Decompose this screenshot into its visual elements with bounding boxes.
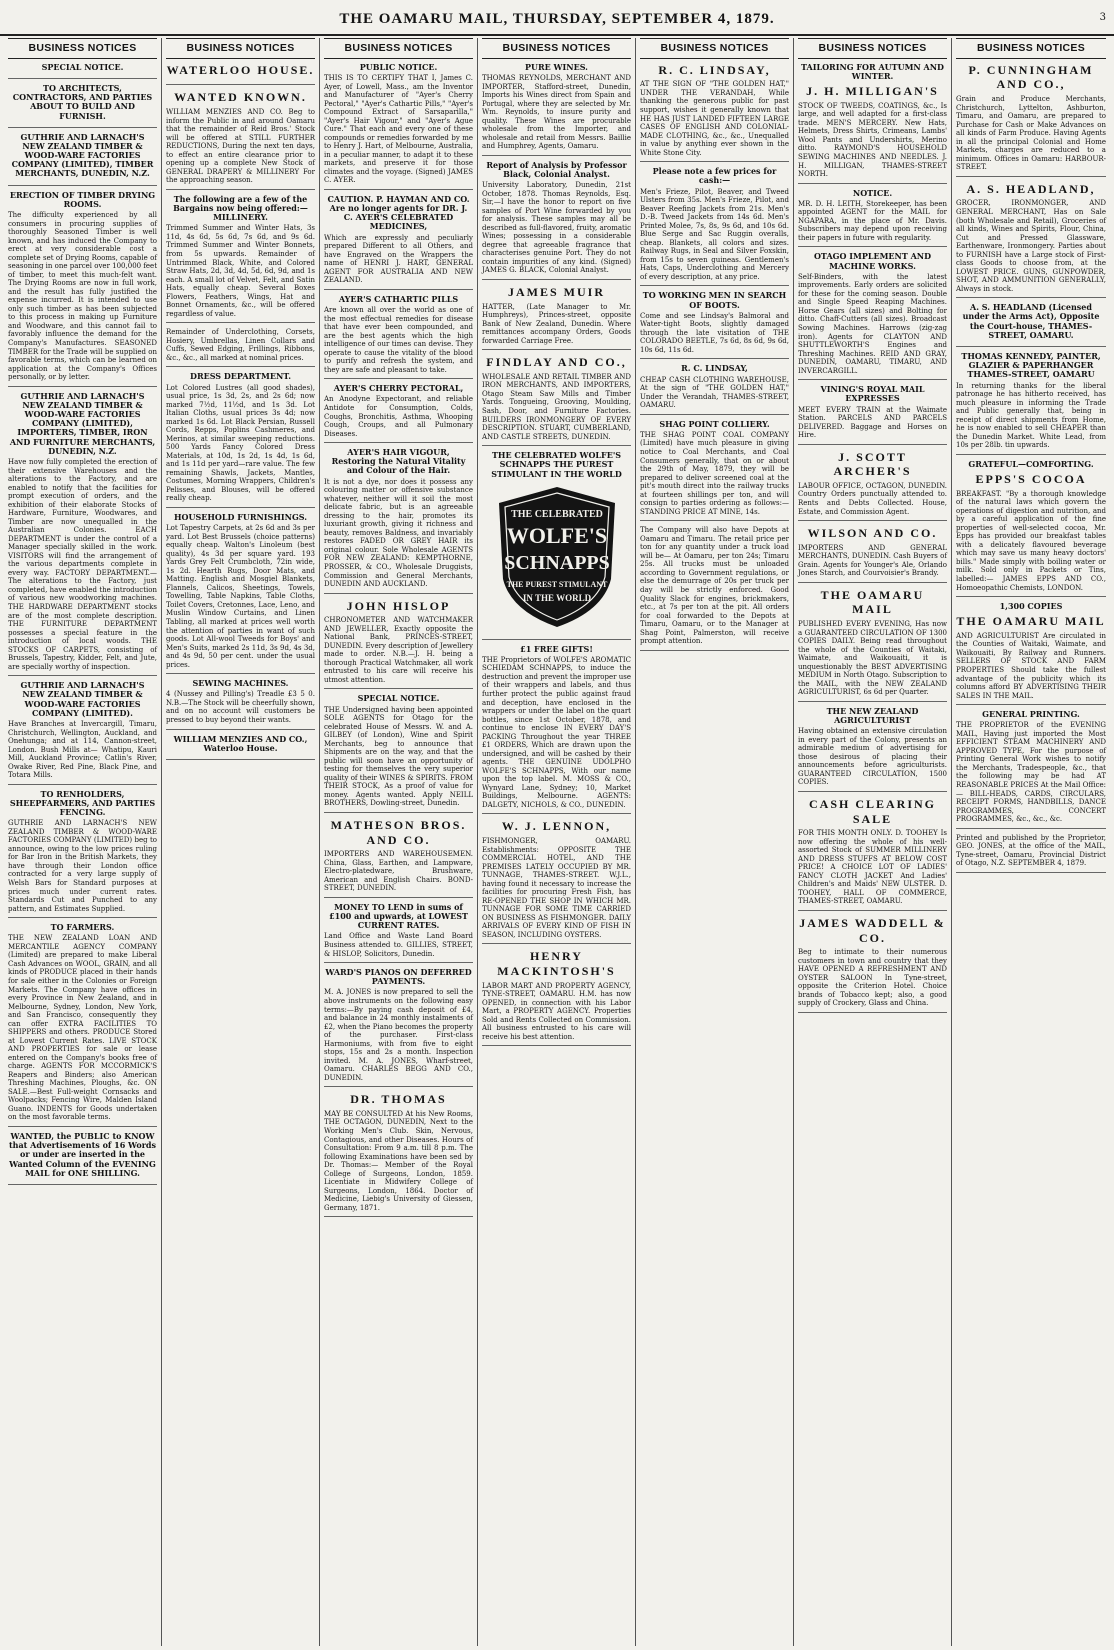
advertisement: [8, 191, 157, 387]
advertisement: [640, 526, 789, 650]
advertisement: [166, 679, 315, 729]
advertisement: [956, 710, 1106, 829]
advertisement: [798, 526, 947, 583]
advertisement: [324, 694, 473, 813]
badge-line-4: THE PUREST STIMULANT: [506, 579, 607, 589]
advertisement: [166, 195, 315, 323]
ad-body: Self-Binders, with the latest improvements. Early orders are solicited for these for the coming season. Double and Single Speed Reaping Machines. Horse Gears (all sizes) and Bolting for ditto. Chaff-Cutters (all sizes). Broadcast Sowing Machines. Harrows (zig-zag iron). Agents for CLAYTON AND SHUTTLEWORTH'S Engines and Threshing Machines. REID AND GRAY, DUNEDIN, OAMARU, TIMARU, AND INVERCARGILL.: [798, 272, 947, 375]
column-container: [4, 38, 1110, 1646]
ad-headline: HENRY MACKINTOSH'S: [497, 949, 616, 979]
ad-title: 1,300 COPIES: [999, 601, 1063, 612]
ad-title: THOMAS KENNEDY, PAINTER, GLAZIER & PAPERHANGER THAMES-STREET, OAMARU: [961, 351, 1101, 380]
ad-headline: J. H. MILLIGAN'S: [806, 84, 939, 99]
ad-title: £1 FREE GIFTS!: [520, 643, 593, 654]
ad-title: GRATEFUL—COMFORTING.: [968, 458, 1094, 469]
page-number: 3: [1099, 12, 1106, 23]
ad-body: MAY BE CONSULTED At his New Rooms, THE OCTAGON, DUNEDIN, Next to the Working Men's Club. Skin, Nervous, Contagious, and other Diseases. Hours of Consultation: From 9 a.m. till 8 p.m. The following Examinations have been sed by Dr. Thomas:— Member of the Royal College of Surgeons, London, 1859. Licentiate in Midwifery College of Surgeons, London, 1864. Doctor of Medicine, Liebig's University of Giessen, Germany, 1871.: [324, 1109, 473, 1212]
ad-body: IMPORTERS AND WAREHOUSEMEN. China, Glass, Earthen, and Lampware, Electro-platedware, Brushware, American and English Chairs. BOND-STREET, DUNEDIN.: [324, 850, 473, 893]
ad-headline: FINDLAY AND CO.,: [486, 355, 627, 370]
ad-title: GENERAL PRINTING.: [982, 709, 1080, 720]
ad-body: In returning thanks for the liberal patronage he has hitherto received, has much pleasure in informing the Trade and Public generally that, being in receipt of direct shipments from Home, he is now enabled to sell CHEAPER than the Dunedin Market. White Lead, from 10s per 28lb. tin upwards.: [956, 381, 1106, 450]
ad-title: PURE WINES.: [525, 61, 588, 72]
advertisement: [324, 968, 473, 1087]
ad-headline: W. J. LENNON,: [501, 819, 612, 834]
ad-title: TO WORKING MEN IN SEARCH OF BOOTS.: [642, 290, 787, 310]
ad-body: Grain and Produce Merchants, Christchurch, Lyttelton, Ashburton, Timaru, and Oamaru, are prepared to Purchase for Cash or Make Advances on all kinds of Farm Produce. Having Agents in all the principal Colonial and Home Markets, charges are reduced to a minimum. Offices in Oamaru: HARBOUR-STREET.: [956, 95, 1106, 172]
advertisement: [798, 797, 947, 911]
ad-body: THE PROPRIETOR of the EVENING MAIL, Having just imported the Most EFFICIENT STEAM MACHINERY AND APPROVED TYPE, For the purpose of Printing General Work wishes to notify the Merchants, Tradespeople, &c., that the following may be had AT REASONABLE PRICES At the Mail Office:— BILL-HEADS, CARDS, CIRCULARS, RECEIPT FORMS, HANDBILLS, DANCE PROGRAMMES, CONCERT PROGRAMMES, &c., &c., &c.: [956, 721, 1106, 824]
ad-title: GUTHRIE AND LARNACH'S NEW ZEALAND TIMBER & WOOD-WARE FACTORIES COMPANY (LIMITED), TIMBER MERCHANTS, DUNEDIN, N.Z.: [11, 131, 154, 179]
page-title: THE OAMARU MAIL, THURSDAY, SEPTEMBER 4, 1879.: [339, 11, 775, 27]
advertisement: [8, 133, 157, 186]
advertisement: [956, 303, 1106, 347]
ad-title: Please note a few prices for cash:—: [652, 166, 777, 186]
advertisement: [956, 352, 1106, 455]
advertisement: [640, 63, 789, 162]
ad-body: BREAKFAST. "By a thorough knowledge of the natural laws which govern the operations of digestion and nutrition, and by a careful application of the fine properties of well-selected cocoa, Mr. Epps has provided our breakfast tables with a delicately flavoured beverage which may save us many heavy doctors' bills." Made simply with boiling water or milk. Sold only in Packets or Tins, labelled:— JAMES EPPS AND CO., Homoeopathic Chemists, LONDON.: [956, 489, 1106, 592]
advertisement: [166, 328, 315, 367]
column-2: [162, 38, 320, 1646]
ad-title: SPECIAL NOTICE.: [41, 61, 124, 72]
advertisement: [8, 392, 157, 677]
ad-body: THE Proprietors of WOLFE'S AROMATIC SCHIEDAM SCHNAPPS, to induce the destruction and prevent the improper use of their wrappers and labels, and thus further protect the public against fraud and deception, have enclosed in the wrappers or under the label on the quart bottles, since 1st October, 1878, and continue to enclose IN EVERY DAY'S PACKING Throughout the year THREE £1 ORDERS, Which are drawn upon the undersigned, and will be cashed by their agents. THE GENUINE UDOLPHO WOLFE'S SCHNAPPS, With our name upon the top label. M. MOSS & CO., Wynyard Lane, Sydney; 10, Market Buildings, Melbourne. AGENTS: DALGETY, NICHOLS, & CO., DUNEDIN.: [482, 655, 631, 809]
advertisement: [8, 1132, 157, 1185]
ad-body: Land Office and Waste Land Board Business attended to. GILLIES, STREET, & HISLOP, Solicitors, Dunedin.: [324, 932, 473, 958]
ad-title: R. C. LINDSAY,: [681, 363, 748, 374]
ad-title: TO FARMERS.: [50, 922, 115, 933]
badge-line-5: IN THE WORLD: [522, 592, 591, 603]
badge-line-3: SCHNAPPS: [503, 551, 610, 574]
ad-body: The difficulty experienced by all consumers in procuring supplies of thoroughly Seasoned Timber is well known, and has induced the Company to erect at very considerable cost a complete set of Drying Rooms, capable of seasoning in one parcel over 100,000 feet of timber, to meet this much-felt want. The Drying Rooms are now in full work, and the result has fully justified the expense incurred. It is intended to use only such timber as has been subjected to this process in making up Furniture and Woodware, and this cannot fail to favorably influence the demand for the Company's Manufactures. SEASONED TIMBER for the Trade will be supplied on favorable terms, which can be learned on application at the Company's Offices personally, or by letter.: [8, 211, 158, 382]
ad-title: WILLIAM MENZIES AND CO., Waterloo House.: [173, 733, 308, 753]
advertisement: [956, 182, 1106, 298]
advertisement: [166, 513, 315, 674]
ad-title: TO RENHOLDERS, SHEEPFARMERS, AND PARTIES FENCING.: [9, 788, 156, 818]
column-6: [794, 38, 952, 1646]
badge-line-2: WOLFE'S: [506, 522, 607, 548]
ad-body: Have Branches at Invercargill, Timaru, Christchurch, Wellington, Auckland, and Onehunga; and at 114, Cannon-street, London. Bush Mills at— Whatipu, Kauri Mill, Auckland Province; Catlin's River, Owake River, Red Pine, Black Pine, and Totara Mills.: [8, 720, 157, 780]
ad-body: Lot Tapestry Carpets, at 2s 6d and 3s per yard. Lot Best Brussels (choice patterns) equally cheap. Walton's Linoleum (best quality), 4s 3d per square yard. 193 Yards Grey Felt Crumbcloth, 72in wide, 1s 2d. Hearth Rugs, Door Mats, and Matting. English and Mosgiel Blankets, Flannels, Calicos, Sheetings, Towels, Towelling, Table Napkins, Table Cloths, Toilet Covers, Cretonnes, Lace, Leno, and Muslin Window Curtains, and Linen Tabling, all marked at prices well worth the attention of parties in want of such goods. Lot All-wool Tweeds for Boys' and Men's Suits, marked 2s 11d, 3s 9d, 4s 3d, and 4s 9d, 50 per cent. under the usual prices.: [166, 524, 315, 669]
column-3: [320, 38, 478, 1646]
advertisement: [8, 681, 157, 784]
ad-body: PUBLISHED EVERY EVENING, Has now a GUARANTEED CIRCULATION OF 1300 COPIES DAILY. Being read throughout the whole of the Counties of Waitaki, Waimate, and Waikouaiti, it is unquestionably the BEST ADVERTISING MEDIUM in North Otago. Subscription to the MAIL, with the NEW ZEALAND AGRICULTURIST, 6s 6d per Quarter.: [798, 620, 947, 697]
advertisement: [482, 285, 631, 350]
advertisement: [8, 84, 157, 128]
ad-headline: THE OAMARU MAIL: [956, 614, 1106, 629]
advertisement: [956, 460, 1106, 597]
ad-body: It is not a dye, nor does it possess any colouring matter or offensive substance whatever, neither will it soil the most delicate fabric, but is an agreeable dressing to the hair, promotes its luxuriant growth, giving it richness and beauty, removes Baldness, and invariably restores FADED OR GREY HAIR its original colour. Sole Wholesale AGENTS FOR NEW ZEALAND: KEMPTHORNE, PROSSER, & CO., Wholesale Druggists, Commission and General Merchants, DUNEDIN AND AUCKLAND.: [324, 477, 473, 589]
ad-body: WILLIAM MENZIES AND CO. Beg to inform the Public in and around Oamaru that the remainder of Reid Bros.' Stock will be offered at STILL FURTHER REDUCTIONS, During the next ten days, to effect an entire clearance prior to opening up a complete New Stock of GENERAL DRAPERY & MILLINERY For the approaching season.: [166, 108, 315, 185]
advertisement: [166, 372, 315, 508]
ad-title: NOTICE.: [852, 187, 893, 198]
advertisement: [166, 90, 315, 189]
ad-headline: JAMES WADDELL & CO.: [799, 915, 946, 945]
advertisement: [482, 451, 631, 640]
ad-title: WARD'S PIANOS ON DEFERRED PAYMENTS.: [325, 967, 472, 987]
ad-body: LABOUR OFFICE, OCTAGON, DUNEDIN. Country Orders punctually attended to. Rents and Debts Collected. House, Estate, and Commission Agent.: [798, 481, 947, 516]
advertisement: [640, 291, 789, 359]
ad-headline: JAMES MUIR: [508, 284, 605, 299]
ad-body: Having obtained an extensive circulation in every part of the Colony, presents an admirable medium of advertising for those desirous of placing their announcements before agriculturists. GUARANTEED CIRCULATION, 1500 COPIES.: [798, 727, 947, 787]
ad-title: Report of Analysis by Professor Black, Colonial Analyst.: [486, 159, 627, 179]
advertisement: [324, 903, 473, 963]
ad-body: MEET EVERY TRAIN at the Waimate Station. PARCELS AND PARCELS DELIVERED. Baggage and Horses on Hire.: [798, 405, 947, 440]
ad-body: THIS IS TO CERTIFY THAT I, James C. Ayer, of Lowell, Mass., am the Inventor and Manufacturer of "Ayer's Cherry Pectoral," "Ayer's Cathartic Pills," "Ayer's Compound Extract of Sarsaparilla," "Ayer's Hair Vigour," and "Ayer's Ague Cure." That each and every one of these compounds or remedies forwarded by me to Henry J. Hart, of Melbourne, Australia, in a peculiar manner, to adapt it to these markets, and preserve it for those climates and the voyage. (Signed) JAMES C. AYER.: [324, 73, 473, 185]
ad-title: SHAG POINT COLLIERY.: [659, 418, 770, 429]
ad-headline: MATHESON BROS. AND CO.: [330, 818, 467, 847]
ad-body: An Anodyne Expectorant, and reliable Antidote for Consumption, Colds, Coughs, Bronchitis, Asthma, Whooping Cough, Croups, and all Pulmonary Diseases.: [324, 395, 473, 438]
advertisement: [956, 63, 1106, 177]
ad-body: FOR THIS MONTH ONLY. D. TOOHEY Is now offering the whole of his well-assorted Stock of SUMMER MILLINERY AND DRESS STUFFS AT BELOW COST PRICE! A CHOICE LOT OF LADIES' FANCY CLOTH JACKET And Ladies' Children's and Maids' NEW ULSTER. D. TOOHEY, HALL OF COMMERCE, THAMES-STREET, OAMARU.: [798, 829, 947, 906]
column-1: [4, 38, 162, 1646]
ad-body: WHOLESALE AND RETAIL TIMBER AND IRON MERCHANTS, AND IMPORTERS, Otago Steam Saw Mills and Timber Yards. Tongueing, Grooving, Moulding, Sash, Door, and Furniture Factories. BUILDERS IRONMONGERY OF EVERY DESCRIPTION. STUART, CUMBERLAND, AND CASTLE STREETS, DUNEDIN.: [482, 372, 631, 441]
advertisement: [166, 63, 315, 86]
advertisement: [798, 707, 947, 792]
ad-title: SEWING MACHINES.: [192, 678, 289, 689]
advertisement: [8, 63, 157, 79]
advertisement: [640, 167, 789, 286]
badge-line-1: THE CELEBRATED: [510, 508, 603, 520]
column-heading: BUSINESS NOTICES: [166, 38, 315, 59]
advertisement: [324, 295, 473, 379]
ad-headline: WILSON AND CO.: [807, 526, 938, 541]
ad-body: Men's Frieze, Pilot, Beaver, and Tweed Ulsters from 35s. Men's Frieze, Pilot, and Beaver Reefing Jackets from 21s. Men's D.-B. Tweed Jackets from 14s 6d. Men's Printed Molee, 7s, 8s, 9s 6d, and 10s 6d. Blue Serge and Sac Ruggin overalls, cheap. Blankets, all colors and sizes. Railway Rugs, in Seal and Silver Foxskin, from 15s to seven guineas. Gentlemen's Hats, Caps, Underclothing and Mercery of every description, at any price.: [640, 187, 789, 281]
column-heading: BUSINESS NOTICES: [798, 38, 947, 59]
advertisement: [798, 588, 947, 702]
column-heading: BUSINESS NOTICES: [8, 38, 157, 59]
ad-title: AYER'S CATHARTIC PILLS: [338, 293, 459, 304]
ad-body: GUTHRIE AND LARNACH'S NEW ZEALAND TIMBER & WOOD-WARE FACTORIES COMPANY (LIMITED) beg to announce, owing to the low prices ruling for Bar Iron in the British Markets, they have through their London office contracted for a very large supply of Welsh Bars for Standard purposes at prices much under current rates. Standards Cut and Punched to any pattern, and Estimates Supplied.: [8, 819, 157, 913]
ad-title: PUBLIC NOTICE.: [359, 61, 438, 72]
advertisement: [956, 834, 1106, 873]
ad-title: ERECTION OF TIMBER DRYING ROOMS.: [9, 189, 156, 209]
advertisement: [482, 63, 631, 156]
ad-body: AND AGRICULTURIST Are circulated in the Counties of Waitaki, Waimate, and Waikouaiti, By Railway and Runners. SELLERS OF STOCK AND FARM PROPERTIES Should take the fullest advantage of the publicity which its columns afford BY ADVERTISING THEIR SALES IN THE MAIL.: [956, 631, 1106, 700]
ad-title: WANTED, the PUBLIC to KNOW that Advertisements of 16 Words or under are inserted in the Wanted Column of the EVENING MAIL for ONE SHILLING.: [8, 1131, 157, 1178]
ad-title: CAUTION. P. HAYMAN AND CO. Are no longer agents for DR. J. C. AYER'S CELEBRATED MEDICINES,: [327, 193, 470, 232]
ad-body: CHEAP CASH CLOTHING WAREHOUSE, At the sign of "THE GOLDEN HAT," Under the Verandah, THAMES-STREET, OAMARU.: [640, 375, 789, 410]
ad-headline: CASH CLEARING SALE: [808, 796, 936, 826]
ad-body: University Laboratory, Dunedin, 21st October, 1878. Thomas Reynolds, Esq. Sir,—I have the honor to report on five samples of Port Wine forwarded by you for analysis. These samples may all be described as full-flavored, fruity, aromatic Wines; possessing in a considerable degree that agreeable fragrance that characterises genuine Port. They do not contain impurities of any kind. (Signed) JAMES G. BLACK, Colonial Analyst.: [482, 181, 631, 275]
advertisement: [324, 195, 473, 290]
ad-body: Are known all over the world as one of the most effectual remedies for disease that have ever been compounded, and are the best agents which the high intelligence of our times can devise. They operate to cause the vitality of the blood to purify and refresh the system, and they are safe and pleasant to take.: [324, 306, 473, 374]
ad-body: MR. D. H. LEITH, Storekeeper, has been appointed AGENT for the MAIL for NGAPARA, in the place of Mr. Davis. Subscribers may depend upon receiving their papers in future with regularity.: [798, 199, 947, 242]
ad-headline: JOHN HISLOP: [346, 598, 451, 613]
column-heading: BUSINESS NOTICES: [640, 38, 789, 59]
ad-body: FISHMONGER, OAMARU. Establishments: OPPOSITE THE COMMERCIAL HOTEL, AND THE PREMISES LATELY OCCUPIED BY MR. TUNNAGE, THAMES-STREET. W.J.L., having found it necessary to increase the facilities for procuring Fresh Fish, has RE-OPENED THE SHOP IN WHICH MR. TUNNAGE FOR SOME TIME CARRIED ON BUSINESS AS FISHMONGER. DAILY ARRIVALS OF EVERY KIND OF FISH IN SEASON, INCLUDING OYSTERS.: [482, 837, 631, 939]
advertisement: [798, 252, 947, 380]
column-7: [952, 38, 1110, 1646]
advertisement: [8, 923, 157, 1127]
advertisement: [324, 818, 473, 898]
ad-headline: DR. THOMAS: [350, 1092, 447, 1107]
ad-title: GUTHRIE AND LARNACH'S NEW ZEALAND TIMBER & WOOD-WARE FACTORIES COMPANY (LIMITED).: [20, 680, 145, 718]
ad-body: The Company will also have Depots at Oamaru and Timaru. The retail price per ton for any quantity under a truck load will be— At Oamaru, per ton 24s; Timaru 25s. All trucks must be unloaded according to Government regulations, or else the demurrage of 20s per truck per day will be strictly enforced. Good Quality Slack for engines, brickmakers, etc., at 7s per ton at the pit. All orders for coal forwarded to the Depots at Timaru, Oamaru, or to the Manager at Shag Point, Palmerston, will receive prompt attention.: [640, 526, 789, 646]
column-4: [478, 38, 636, 1646]
ad-body: Printed and published by the Proprietor, GEO. JONES, at the office of the MAIL, Tyne-street, Oamaru, Provincial District of Otago, N.Z. SEPTEMBER 4, 1879.: [956, 833, 1106, 868]
ad-body: Lot Colored Lustres (all good shades), usual price, 1s 3d, 2s, and 2s 6d; now marked 7½d, 11½d, and 1s 3d. Lot Italian Cloths, usual prices 3s 4d; now marked 1s 6d. Lot Black Persian, Russell Cords, Repps, Poplins Cashmeres, and Merinos, at similar sweeping reductions. 500 Yards Fancy Colored Dress Materials, at 10d, 1s 2d, 1s 4d, 1s 6d, and 1s 11d per yard—rare value. The few remaining Shawls, Jackets, Mantles, Costumes, Morning Wrappers, Children's Pelisses, and Blouses, will be offered really cheap.: [166, 383, 315, 503]
ad-headline: A. S. HEADLAND,: [966, 181, 1096, 196]
advertisement: [8, 790, 157, 918]
advertisement: [640, 364, 789, 414]
advertisement: [482, 161, 631, 280]
advertisement: [956, 602, 1106, 705]
advertisement: [166, 735, 315, 760]
advertisement: [798, 916, 947, 1013]
ad-body: THE Undersigned having been appointed SOLE AGENTS for Otago for the celebrated House of Messrs. W. and A. GILBEY (of London), Wine and Spirit Merchants, beg to announce that Shipments are on the way, and that the public will soon have an opportunity of testing for themselves the very superior quality of their WINES & SPIRITS. FROM THEIR STOCK, As a proof of value for money. Agents wanted. Apply NEILL BROTHERS, Dowling-street, Dunedin.: [324, 705, 473, 808]
ad-title: A. S. HEADLAND (Licensed under the Arms Act), Opposite the Court-house, THAMES-STREET, OAMARU.: [962, 302, 1100, 340]
ad-body: M. A. JONES is now prepared to sell the above instruments on the following easy terms:—By paying cash deposit of £4, and balance in 24 monthly instalments of £2, when the Piano becomes the property of the purchaser. First-class Harmoniums, with from five to eight stops, 15s and 2s a month. Inspection invited. M. A. JONES, Wharf-street, Oamaru. CHARLES BEGG AND CO., DUNEDIN.: [324, 988, 473, 1082]
advertisement: [482, 645, 631, 815]
ad-body: GROCER, IRONMONGER, AND GENERAL MERCHANT, Has on Sale (both Wholesale and Retail), Groceries of all kinds, Wines and Spirits, Flour, China, Cut and Pressed Glassware, Earthenware, Ironmongery. Parties about to FURNISH have a Large stock of First-class Goods to choose from, at the LOWEST PRICE. GUNS, GUNPOWDER, SHOT, AND AMMUNITION GENERALLY, Always in stock.: [956, 199, 1106, 293]
ad-body: Trimmed Summer and Winter Hats, 3s 11d, 4s 6d, 5s 6d, 7s 6d, and 9s 6d. Trimmed Summer and Winter Bonnets, from 5s upwards. Remainder of Untrimmed Black, White, and Colored Straw Hats, 2d, 3d, 4d, 5d, 6d, 9d, and 1s each. A small lot of Velvet, Felt, and Satin Hats, equally cheap. Several Boxes Flowers, Feathers, Wings, Hat and Bonnet Ornaments, &c., will be offered regardless of value.: [166, 224, 315, 318]
ad-title: GUTHRIE AND LARNACH'S NEW ZEALAND TIMBER & WOOD-WARE FACTORIES COMPANY (LIMITED), IMPORTERS, TIMBER, IRON AND FURNITURE MERCHANTS, DUNEDIN, N.Z.: [9, 390, 156, 456]
advertisement: [640, 420, 789, 522]
ad-title: TAILORING FOR AUTUMN AND WINTER.: [801, 61, 944, 81]
ad-title: DRESS DEPARTMENT.: [190, 371, 291, 382]
ad-title: AYER'S CHERRY PECTORAL,: [333, 383, 464, 394]
advertisement: [798, 63, 947, 184]
ad-title: THE NEW ZEALAND AGRICULTURIST: [826, 705, 919, 726]
ad-headline: WANTED KNOWN.: [174, 90, 307, 105]
ad-body: Have now fully completed the erection of their extensive Warehouses and the alterations to the Factory, and are enabled to notify that the facilities for prompt execution of orders, and the exhibition of their elaborate Stocks of Hardware, Furniture, Woodwares, and Timber are now unequalled in the Australian Colonies. EACH DEPARTMENT is under the control of a Manager specially skilled in the work. VISITORS will find the arrangement of the various departments complete in every way. FACTORY DEPARTMENT.—The alterations to the Factory, just completed, have enabled the introduction of various new woodworking machines. THE HARDWARE DEPARTMENT stocks are of the most complete description. THE FURNITURE DEPARTMENT possesses a special feature in the introduction of local woods. THE STOCKS OF CARPETS, consisting of Brussels, Tapestry, Kidder, Felt, and Jute, are specially worthy of inspection.: [8, 457, 157, 671]
ad-headline: R. C. LINDSAY,: [658, 62, 771, 77]
ad-headline: EPPS'S COCOA: [975, 472, 1087, 487]
ad-body: 4 (Nussey and Pilling's) Treadle £3 5 0. N.B.—The Stock will be cheerfully shown, and on no account will customers be pressed to buy beyond their wants.: [166, 690, 315, 724]
ad-body: CHRONOMETER AND WATCHMAKER AND JEWELLER, Exactly opposite the National Bank, PRINCES-STREET, DUNEDIN. Every description of Jewellery made to order. N.B.—J. H. being a thorough Practical Watchmaker, all work entrusted to his care will receive his utmost attention.: [324, 616, 473, 684]
ad-body: HATTER, (Late Manager to Mr. Humphreys), Princes-street, opposite Bank of New Zealand, Dunedin. Where remittances accompany Orders, Goods forwarded Carriage Free.: [482, 302, 631, 345]
advertisement: [324, 448, 473, 593]
advertisement: [798, 450, 947, 521]
advertisement: [324, 599, 473, 690]
ad-title: SPECIAL NOTICE.: [357, 693, 440, 704]
advertisement: [798, 385, 947, 445]
ad-title: TO ARCHITECTS, CONTRACTORS, AND PARTIES ABOUT TO BUILD AND FURNISH.: [12, 82, 153, 121]
advertisement: [798, 189, 947, 248]
masthead: [0, 0, 1114, 36]
advertisement: [324, 63, 473, 190]
column-5: [636, 38, 794, 1646]
column-heading: BUSINESS NOTICES: [956, 38, 1106, 59]
ad-body: STOCK OF TWEEDS, COATINGS, &c., Is large, and well adapted for a first-class trade. MEN'S MERCERY. New Hats, Helmets, Dress Shirts, Crimeans, Lambs' Wool Pants and Undershirts, Merino ditto. RAYMOND'S HOUSEHOLD SEWING MACHINES AND NEEDLES. J. H. MILLIGAN, THAMES-STREET NORTH.: [798, 101, 947, 179]
ad-title: THE CELEBRATED WOLFE'S SCHNAPPS THE PUREST STIMULANT IN THE WORLD: [491, 450, 622, 479]
ad-body: Which are expressly and peculiarly prepared Different to all Others, and have Engraved on the Wrappers the name of HENRI J. HART, GENERAL AGENT FOR AUSTRALIA AND NEW ZEALAND.: [324, 233, 473, 285]
ad-body: Come and see Lindsay's Balmoral and Water-tight Boots, slightly damaged through the late visitation of THE COLORADO BEETLE, 7s 6d, 8s 6d, 9s 6d, 10s 6d, 11s 6d.: [640, 311, 789, 354]
ad-title: MONEY TO LEND in sums of £100 and upwards, at LOWEST CURRENT RATES.: [329, 901, 468, 931]
column-heading: BUSINESS NOTICES: [324, 38, 473, 59]
ad-title: VINING'S ROYAL MAIL EXPRESSES: [820, 384, 925, 404]
schnapps-badge-logo: [493, 483, 621, 631]
ad-body: THE NEW ZEALAND LOAN AND MERCANTILE AGENCY COMPANY (Limited) are prepared to make Liberal Cash Advances on WOOL, GRAIN, and all kinds of PRODUCE placed in their hands for sale either in the Colonies or Foreign Markets. The Company have offices in every Province in New Zealand, and in Melbourne, Sydney, London, New York, and San Francisco, consequently they can offer EXTRA FACILITIES TO SHIPPERS and others. PRODUCE Stored at Lowest Current Rates. LIVE STOCK AND PROPERTIES for sale or lease entered on the Company's books free of charge. AGENTS FOR MCCORMICK'S Reapers and Binders; also American Threshing Machines, Ploughs, &c. ON SALE.—Best Full-weight Cornsacks and Woolpacks; Fencing Wire, Malden Island Guano. INDENTS for Goods undertaken on the most favorable terms.: [8, 934, 157, 1122]
advertisement: [482, 819, 631, 944]
ad-title: HOUSEHOLD FURNISHINGS.: [173, 511, 308, 522]
ad-headline: J. SCOTT ARCHER'S: [833, 449, 912, 479]
advertisement: [482, 355, 631, 446]
ad-title: The following are a few of the Bargains now being offered:— MILLINERY.: [173, 193, 308, 223]
ad-body: Beg to intimate to their numerous customers in town and country that they HAVE OPENED A REFRESHMENT AND OYSTER SALOON In Tyne-street, opposite the Criterion Hotel. Choice brands of Tobacco kept; also, a good supply of Crockery, Glass and China.: [798, 948, 947, 1008]
ad-body: THE SHAG POINT COAL COMPANY (Limited) have much pleasure in giving notice to Coal Merchants, and Coal Consumers generally, that on or about the 29th of May, 1879, they will be prepared to deliver screened coal at the pit's mouth direct into the railway trucks at fourteen shillings per ton, and will consign to parties ordering as follows:— STANDING PRICE AT MINE, 14s.: [640, 430, 789, 516]
advertisement: [324, 384, 473, 443]
ad-title: AYER'S HAIR VIGOUR, Restoring the Natural Vitality and Colour of the Hair.: [331, 447, 466, 476]
column-heading: BUSINESS NOTICES: [482, 38, 631, 59]
ad-body: Remainder of Underclothing, Corsets, Hosiery, Umbrellas, Linen Collars and Cuffs, Sewed Edging, Frillings, Ribbons, &c., &c., all marked at nominal prices.: [166, 328, 315, 362]
ad-headline: THE OAMARU MAIL: [820, 587, 925, 617]
ad-headline: P. CUNNINGHAM AND CO.,: [968, 62, 1094, 92]
advertisement: [324, 1092, 473, 1217]
ad-body: THOMAS REYNOLDS, MERCHANT AND IMPORTER, Stafford-street, Dunedin, Imports his Wines direct from Spain and Portugal, where they are selected by Mr. Wm. Reynolds, to insure purity and quality. These Wines are procurable wholesale from the Importer, and wholesale and retail from Messrs. Baillie and Humphrey, Agents, Oamaru.: [482, 73, 631, 151]
ad-body: LABOR MART AND PROPERTY AGENCY, TYNE-STREET, OAMARU. H.M. has now OPENED, in connection with his Labor Mart, a PROPERTY AGENCY. Properties Sold and Rents Collected on Commission. All business entrusted to his care will receive his best attention.: [482, 981, 631, 1041]
ad-headline: WATERLOO HOUSE.: [166, 62, 315, 77]
ad-body: IMPORTERS AND GENERAL MERCHANTS, DUNEDIN. Cash Buyers of Grain. Agents for Younger's Ale, Orlando Jones Starch, and Courvoisier's Brandy.: [798, 543, 947, 578]
advertisement: [482, 949, 631, 1046]
ad-title: OTAGO IMPLEMENT AND MACHINE WORKS.: [813, 251, 932, 271]
ad-body: AT THE SIGN OF "THE GOLDEN HAT," UNDER THE VERANDAH, While thanking the generous public for past support, wishes it generally known that HE HAS JUST LANDED FIFTEEN LARGE CASES OF ENGLISH AND COLONIAL-MADE CLOTHING, &c., &c., Unequalled in value by anything ever shown in the White Stone City.: [640, 80, 789, 157]
